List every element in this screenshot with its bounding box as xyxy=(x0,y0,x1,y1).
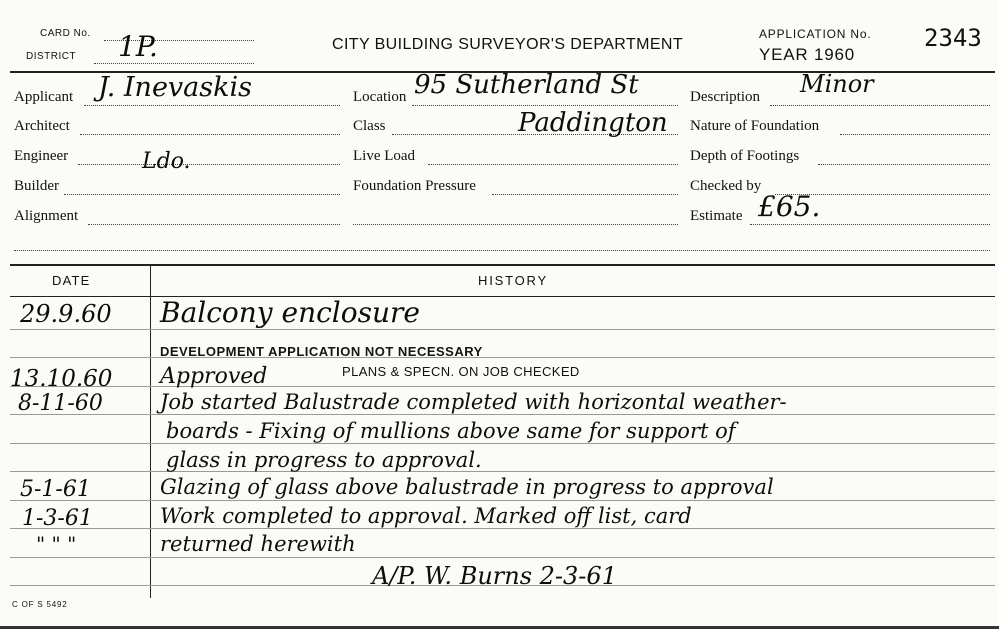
alignment-label: Alignment xyxy=(14,208,79,224)
history-entry: Work completed to approval. Marked off list, card xyxy=(160,504,692,528)
location-line-1: 95 Sutherland St xyxy=(414,70,639,100)
form-code: C OF S 5492 xyxy=(12,600,68,609)
nature-of-foundation-label: Nature of Foundation xyxy=(690,118,820,134)
applicant-label: Applicant xyxy=(14,89,74,105)
estimate-value: £65. xyxy=(758,190,821,223)
application-no-label: APPLICATION No. xyxy=(759,27,872,41)
card-no-label: CARD No. xyxy=(40,28,91,39)
application-number: 2343 xyxy=(924,24,982,52)
district-value: 1P. xyxy=(118,30,158,63)
location-line-2: Paddington xyxy=(518,108,668,138)
depth-of-footings-label: Depth of Footings xyxy=(690,148,800,164)
class-label: Class xyxy=(353,118,386,134)
estimate-label: Estimate xyxy=(690,208,743,224)
history-entry: returned herewith xyxy=(160,532,356,556)
signature: A/P. W. Burns 2-3-61 xyxy=(372,562,617,590)
history-entry: Glazing of glass above balustrade in progress to approval xyxy=(160,475,774,499)
history-date: " " " xyxy=(36,532,77,556)
description-value: Minor xyxy=(800,70,874,98)
history-column-header: HISTORY xyxy=(478,273,548,288)
plans-checked-stamp: PLANS & SPECN. ON JOB CHECKED xyxy=(342,364,580,379)
development-stamp: DEVELOPMENT APPLICATION NOT NECESSARY xyxy=(160,344,483,359)
live-load-label: Live Load xyxy=(353,148,416,164)
history-top-rule xyxy=(10,264,995,266)
foundation-pressure-label: Foundation Pressure xyxy=(353,178,476,194)
architect-label: Architect xyxy=(14,118,70,134)
year-label: YEAR 1960 xyxy=(759,45,856,64)
history-header-rule xyxy=(10,296,995,297)
checked-by-label: Checked by xyxy=(690,178,762,194)
engineer-value: Ldo. xyxy=(142,149,191,174)
engineer-label: Engineer xyxy=(14,148,69,164)
history-entry: Balcony enclosure xyxy=(160,296,420,329)
department-title: CITY BUILDING SURVEYOR'S DEPARTMENT xyxy=(332,36,684,53)
district-label: DISTRICT xyxy=(26,51,77,62)
history-date: 29.9.60 xyxy=(20,300,112,328)
location-label: Location xyxy=(353,89,407,105)
history-date: 8-11-60 xyxy=(18,391,103,416)
history-date: 13.10.60 xyxy=(10,366,113,392)
history-entry: Job started Balustrade completed with horizontal weather- xyxy=(160,390,787,414)
bottom-border xyxy=(0,626,999,629)
history-entry: glass in progress to approval. xyxy=(166,448,482,472)
history-date: 1-3-61 xyxy=(22,506,93,531)
history-entry: boards - Fixing of mullions above same for support of xyxy=(166,419,736,443)
builder-label: Builder xyxy=(14,178,59,194)
history-entry: Approved xyxy=(160,364,268,389)
date-column-divider xyxy=(150,266,151,598)
description-label: Description xyxy=(690,89,760,105)
date-column-header: DATE xyxy=(52,273,91,288)
applicant-value: J. Inevaskis xyxy=(98,72,252,103)
history-date: 5-1-61 xyxy=(20,477,91,502)
